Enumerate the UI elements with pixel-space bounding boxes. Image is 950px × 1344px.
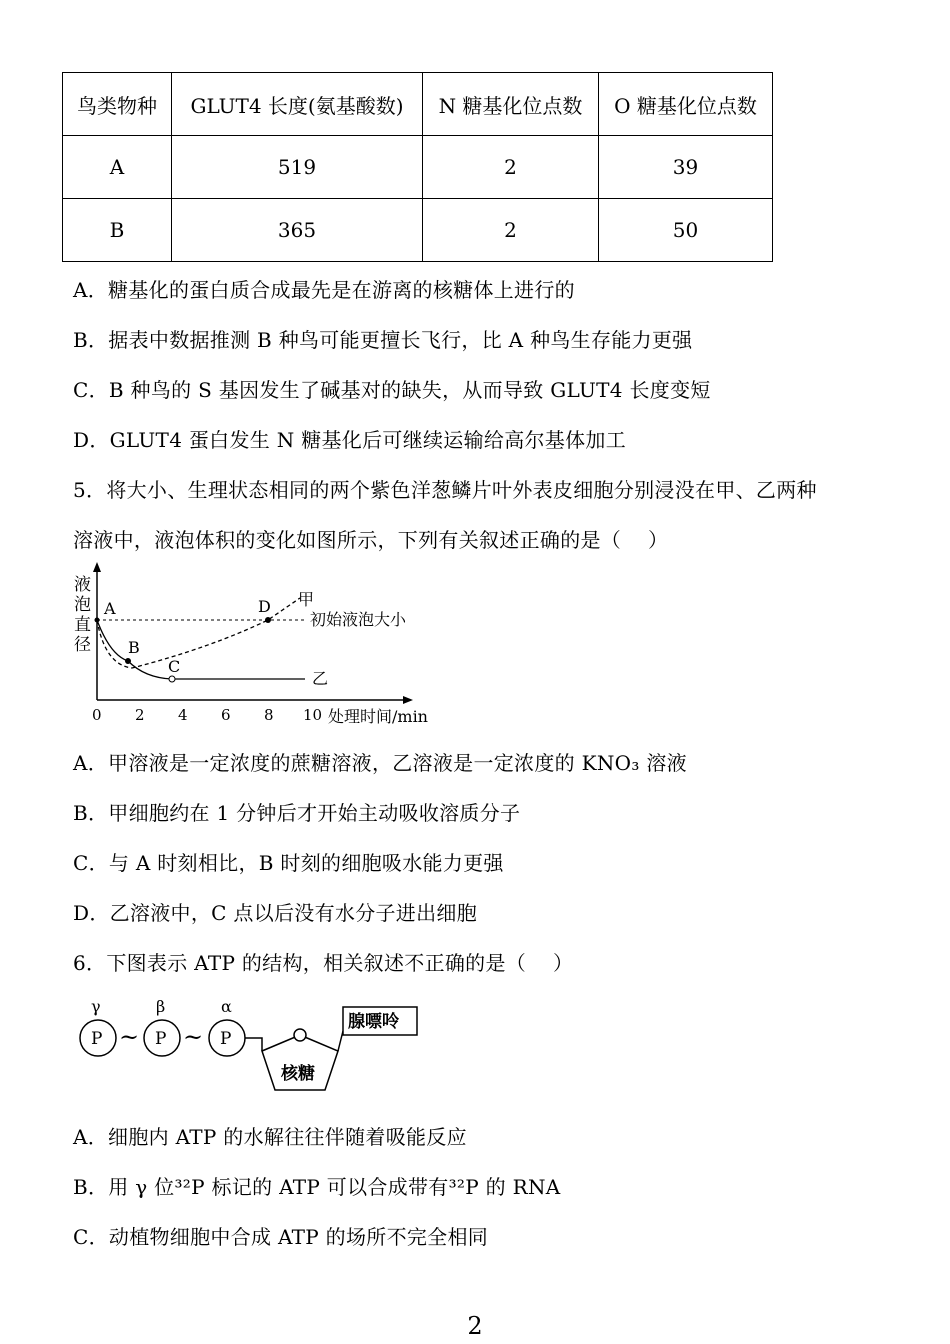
q5-option-d: D．乙溶液中，C 点以后没有水分子进出细胞: [73, 901, 477, 925]
initial-size-label: 初始液泡大小: [310, 610, 407, 629]
ribose-label: 核糖: [281, 1064, 315, 1084]
x-tick-label: 8: [264, 706, 274, 724]
y-label-char: 直: [74, 615, 91, 635]
point-c-label: C: [168, 657, 181, 676]
y-label-char: 径: [74, 635, 91, 655]
q6-option-b: B．用 γ 位³²P 标记的 ATP 可以合成带有³²P 的 RNA: [73, 1175, 561, 1199]
x-tick-label: 2: [135, 706, 145, 724]
alpha-label: α: [221, 997, 232, 1016]
atp-structure-diagram: [70, 993, 430, 1098]
q5-stem-line1: 5．将大小、生理状态相同的两个紫色洋葱鳞片叶外表皮细胞分别浸没在甲、乙两种: [73, 478, 817, 502]
phosphate-label: P: [220, 1029, 232, 1049]
curve-jia-label: 甲: [298, 590, 315, 609]
q6-option-c: C．动植物细胞中合成 ATP 的场所不完全相同: [73, 1225, 489, 1249]
x-tick-label: 10: [303, 706, 323, 724]
q6-option-a: A．细胞内 ATP 的水解往往伴随着吸能反应: [73, 1125, 467, 1149]
table-row: [63, 136, 773, 199]
y-label-char: 泡: [74, 595, 91, 615]
phosphate-label: P: [155, 1029, 167, 1049]
table-cell: 50: [599, 199, 773, 262]
phosphate-sugar-bond: [245, 1038, 262, 1051]
y-axis-arrow: [93, 562, 101, 572]
q6-stem: 6．下图表示 ATP 的结构，相关叙述不正确的是（ ）: [73, 951, 574, 975]
table-cell: A: [63, 136, 172, 199]
y-label-char: 液: [74, 575, 91, 595]
phosphate-label: P: [91, 1029, 103, 1049]
glut4-table: [62, 72, 773, 262]
point-d: [265, 617, 271, 623]
table-header-row: [63, 73, 773, 136]
page-number: 2: [467, 1312, 483, 1340]
q5-option-b: B．甲细胞约在 1 分钟后才开始主动吸收溶质分子: [73, 801, 521, 825]
table-cell: 39: [599, 136, 773, 199]
table-cell: 2: [423, 199, 599, 262]
table-header-cell: O 糖基化位点数: [599, 73, 773, 136]
x-tick-label: 6: [221, 706, 231, 724]
x-tick-label: 4: [178, 706, 188, 724]
table-cell: B: [63, 199, 172, 262]
table-header-cell: GLUT4 长度(氨基酸数): [172, 73, 423, 136]
q5-stem-line2: 溶液中，液泡体积的变化如图所示，下列有关叙述正确的是（ ）: [73, 528, 669, 552]
x-axis-arrow: [403, 696, 413, 704]
high-energy-bond: ~: [119, 1023, 140, 1051]
gamma-label: γ: [91, 997, 101, 1016]
x-axis-label: 处理时间/min: [328, 707, 428, 726]
q4-option-a: A．糖基化的蛋白质合成最先是在游离的核糖体上进行的: [73, 278, 575, 302]
table-header-cell: N 糖基化位点数: [423, 73, 599, 136]
beta-label: β: [156, 997, 166, 1016]
point-a-label: A: [104, 599, 116, 618]
table-cell: 365: [172, 199, 423, 262]
point-c: [169, 676, 175, 682]
q4-option-c: C．B 种鸟的 S 基因发生了碱基对的缺失，从而导致 GLUT4 长度变短: [73, 378, 711, 402]
point-b-label: B: [128, 638, 140, 657]
ring-oxygen: [294, 1029, 306, 1041]
q5-option-a: A．甲溶液是一定浓度的蔗糖溶液，乙溶液是一定浓度的 KNO₃ 溶液: [73, 751, 687, 775]
q4-option-d: D．GLUT4 蛋白发生 N 糖基化后可继续运输给高尔基体加工: [73, 428, 626, 452]
table-row: [63, 199, 773, 262]
table-cell: 2: [423, 136, 599, 199]
high-energy-bond: ~: [183, 1023, 204, 1051]
vacuole-diameter-graph: [60, 560, 480, 735]
table-cell: 519: [172, 136, 423, 199]
q4-option-b: B．据表中数据推测 B 种鸟可能更擅长飞行，比 A 种鸟生存能力更强: [73, 328, 693, 352]
point-b: [125, 658, 131, 664]
x-tick-label: 0: [92, 706, 102, 724]
adenine-label: 腺嘌呤: [348, 1012, 399, 1032]
curve-yi-label: 乙: [312, 669, 329, 688]
q5-option-c: C．与 A 时刻相比，B 时刻的细胞吸水能力更强: [73, 851, 504, 875]
point-d-label: D: [258, 597, 271, 616]
point-a: [95, 618, 100, 623]
table-header-cell: 鸟类物种: [63, 73, 172, 136]
